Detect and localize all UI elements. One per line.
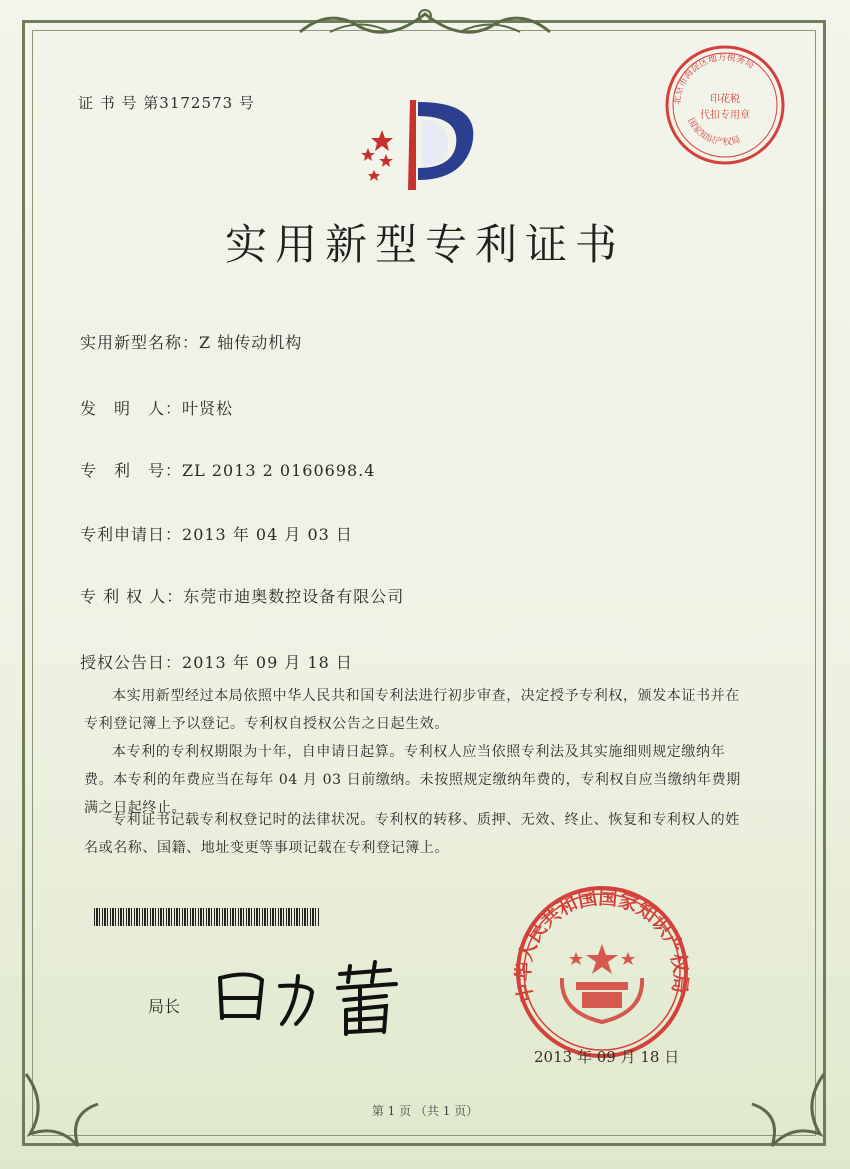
official-seal (512, 882, 692, 1062)
director-signature (200, 948, 420, 1038)
grant-date-row (80, 650, 353, 673)
field-label: 发 明 人： (80, 399, 183, 418)
field-label: 专 利 权 人： (80, 587, 184, 606)
field-label: 专 利 号： (80, 461, 183, 480)
field-label: 授权公告日： (80, 653, 183, 672)
body-paragraph: 本实用新型经过本局依照中华人民共和国专利法进行初步审查，决定授予专利权，颁发本证书并在专利登记簿上予以登记。专利权自授权公告之日起生效。 (84, 688, 740, 732)
director-label: 局长 (148, 997, 181, 1016)
svg-text:印花税: 印花税 (710, 94, 740, 105)
utility-model-name-row (80, 330, 302, 353)
field-value: 2013 年 09 月 18 日 (182, 653, 353, 672)
certificate-number: 证 书 号 第3172573 号 (78, 94, 255, 112)
body-paragraph: 本专利的专利权期限为十年，自申请日起算。专利权人应当依照专利法及其实施细则规定缴纳年费。本专利的年费应当在每年 04 月 03 日前缴纳。未按照规定缴纳年费的，专利权自应当缴纳年费期满之日起终止。 (84, 744, 741, 816)
field-value: 叶贤松 (182, 399, 234, 418)
field-value: 东莞市迪奥数控设备有限公司 (183, 587, 405, 606)
page-title: 实用新型专利证书 (224, 220, 625, 269)
top-ornament (290, 2, 560, 46)
svg-text:国家知识产权局: 国家知识产权局 (685, 116, 742, 148)
svg-text:代扣专用章: 代扣专用章 (700, 110, 750, 121)
patentee-row (80, 584, 404, 607)
field-label: 实用新型名称： (80, 333, 200, 352)
field-label: 专利申请日： (80, 525, 183, 544)
field-value: ZL 2013 2 0160698.4 (182, 461, 376, 480)
seal-date: 2013 年 09 月 18 日 (534, 1048, 680, 1066)
body-paragraph: 专利证书记载专利权登记时的法律状况。专利权的转移、质押、无效、终止、恢复和专利权人的姓名或名称、国籍、地址变更等事项记载在专利登记簿上。 (84, 812, 740, 856)
inventor-row (80, 396, 233, 419)
tax-stamp-seal (660, 40, 790, 170)
barcode (94, 908, 320, 926)
page-footer: 第 1 页 （共 1 页） (371, 1104, 479, 1118)
svg-text:北京市海淀区地方税务局: 北京市海淀区地方税务局 (672, 52, 756, 106)
field-value: Z 轴传动机构 (199, 333, 303, 352)
field-value: 2013 年 04 月 03 日 (182, 525, 353, 544)
patent-number-row (80, 458, 375, 481)
svg-text:中华人民共和国国家知识产权局: 中华人民共和国国家知识产权局 (512, 886, 692, 1004)
application-date-row (80, 522, 353, 545)
patent-office-logo (352, 90, 492, 200)
